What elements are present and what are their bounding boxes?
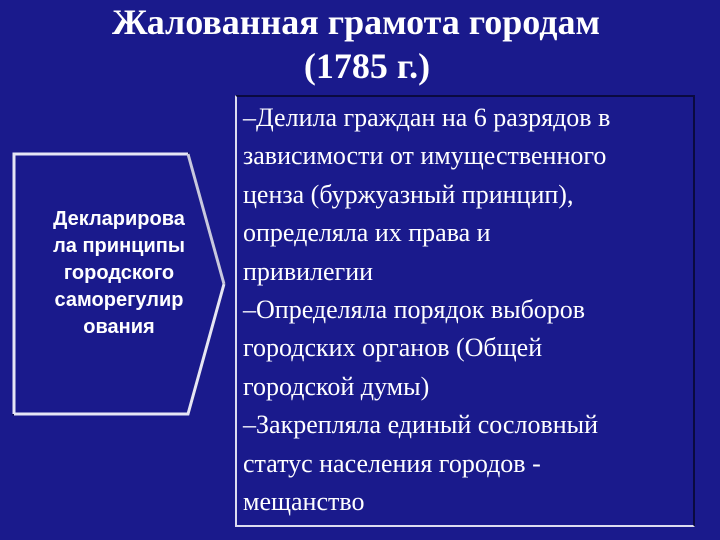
content-line: –Делила граждан на 6 разрядов в (243, 103, 611, 132)
chevron-line: городского (63, 262, 175, 284)
chevron-line: ования (83, 316, 155, 338)
content-line: –Определяла порядок выборов (243, 295, 586, 325)
title-line-2: (1785 г.) (303, 46, 431, 86)
content-line: городских органов (Общей (243, 333, 543, 363)
content-line: статус населения городов - (243, 448, 541, 478)
content-line: городской думы) (243, 371, 430, 401)
content-line: мещанство (243, 487, 365, 517)
title-line-1: Жалованная грамота городам (112, 2, 600, 42)
content-line: привилегии (243, 256, 374, 286)
content-line: определяла их права и (243, 218, 491, 248)
slide-title (0, 0, 720, 88)
content-line: –Закрепляла единый сословный (243, 410, 599, 440)
chevron-line: Декларирова (53, 208, 185, 230)
content-text-box (235, 95, 695, 527)
content-line: ценза (буржуазный принцип), (243, 179, 574, 209)
chevron-shape (12, 152, 228, 416)
chevron-line: ла принципы (53, 235, 185, 257)
chevron-text (26, 206, 212, 341)
content-line: зависимости от имущественного (243, 141, 607, 171)
chevron-line: саморегулир (54, 289, 184, 311)
